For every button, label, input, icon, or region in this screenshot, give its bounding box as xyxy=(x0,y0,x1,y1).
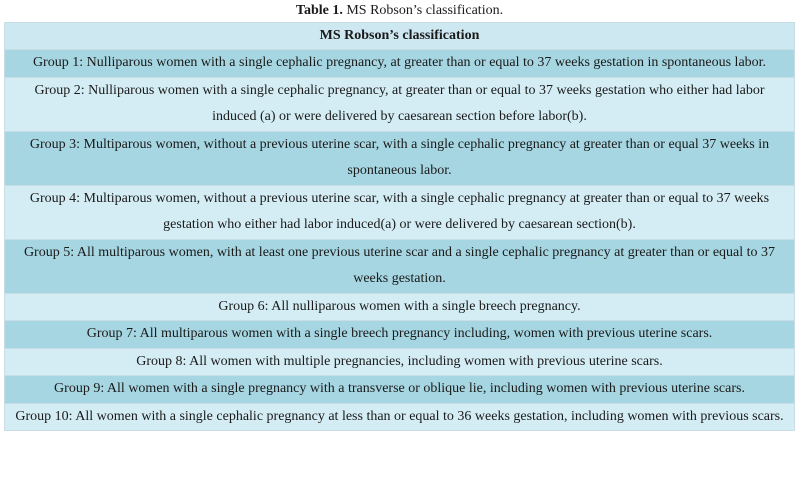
group-8-cell: Group 8: All women with multiple pregnancies, including women with previous uterine scars. xyxy=(5,348,795,376)
group-9-cell: Group 9: All women with a single pregnancy with a transverse or oblique lie, including women with previous uterine scars. xyxy=(5,376,795,404)
group-10-cell: Group 10: All women with a single cephalic pregnancy at less than or equal to 36 weeks gestation, including women with previous scars. xyxy=(5,403,795,431)
table-row xyxy=(5,239,795,293)
table-row xyxy=(5,131,795,185)
table-caption-label: Table 1. xyxy=(295,3,343,18)
table-row xyxy=(5,185,795,239)
group-6-cell: Group 6: All nulliparous women with a single breech pregnancy. xyxy=(5,293,795,321)
group-5-cell: Group 5: All multiparous women, with at least one previous uterine scar and a single cephalic pregnancy at greater than or equal to 37 weeks gestation. xyxy=(5,239,795,293)
group-1-cell: Group 1: Nulliparous women with a single cephalic pregnancy, at greater than or equal to 37 weeks gestation in spontaneous labor. xyxy=(5,50,795,78)
robson-classification-table xyxy=(4,22,795,431)
table-row xyxy=(5,293,795,321)
table-row xyxy=(5,376,795,404)
group-2-cell: Group 2: Nulliparous women with a single cephalic pregnancy, at greater than or equal to 37 weeks gestation who either had labor induced (a) or were delivered by caesarean section before labor(b). xyxy=(5,77,795,131)
table-row xyxy=(5,321,795,349)
table-row xyxy=(5,348,795,376)
table-header-cell: MS Robson’s classification xyxy=(5,23,795,50)
table-row xyxy=(5,50,795,78)
group-4-cell: Group 4: Multiparous women, without a previous uterine scar, with a single cephalic pregnancy at greater than or equal to 37 weeks gestation who either had labor induced(a) or were delivered by caesarean section(b). xyxy=(5,185,795,239)
table-caption-text: MS Robson’s classification. xyxy=(342,3,504,18)
group-7-cell: Group 7: All multiparous women with a single breech pregnancy including, women with previous uterine scars. xyxy=(5,321,795,349)
table-row xyxy=(5,77,795,131)
table-caption xyxy=(0,2,799,22)
group-3-cell: Group 3: Multiparous women, without a previous uterine scar, with a single cephalic pregnancy at greater than or equal 37 weeks in spontaneous labor. xyxy=(5,131,795,185)
table-row xyxy=(5,403,795,431)
table-header-row xyxy=(5,23,795,50)
